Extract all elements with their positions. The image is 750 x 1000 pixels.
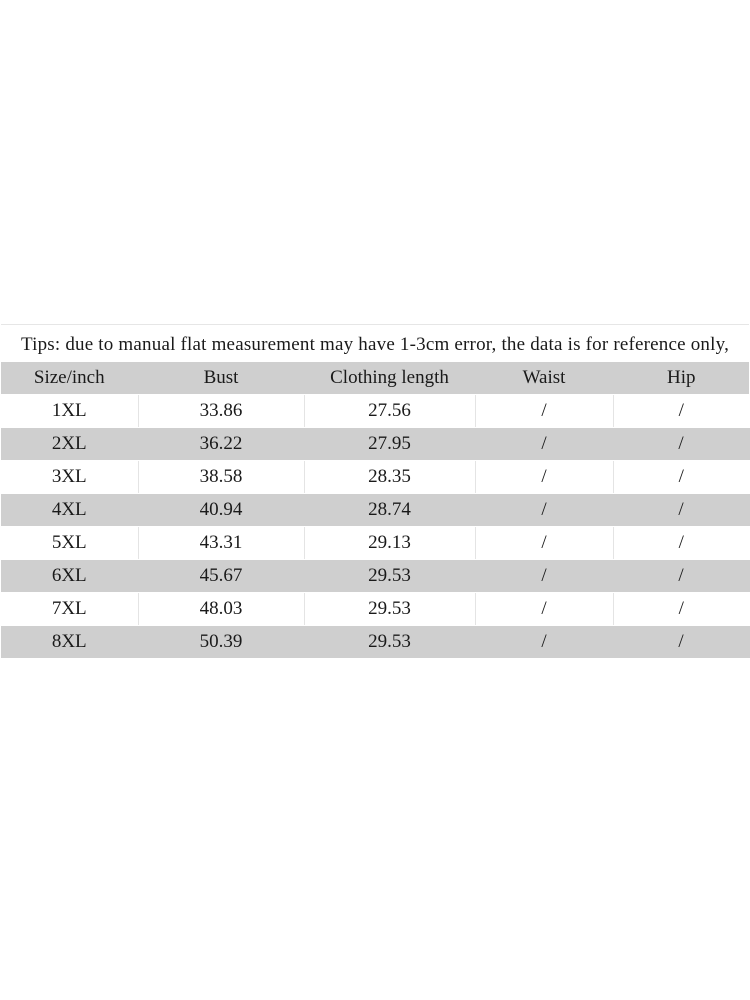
cell-size: 8XL — [1, 626, 138, 659]
table-row — [1, 593, 749, 626]
cell-clothing-length: 29.53 — [304, 560, 475, 593]
cell-size: 5XL — [1, 527, 138, 560]
table-row — [1, 527, 749, 560]
table-row — [1, 395, 749, 428]
cell-waist: / — [475, 626, 613, 659]
cell-size: 3XL — [1, 461, 138, 494]
cell-hip: / — [613, 428, 749, 461]
cell-size: 4XL — [1, 494, 138, 527]
header-row — [1, 362, 749, 395]
header-size: Size/inch — [1, 362, 138, 395]
cell-hip: / — [613, 461, 749, 494]
table-row — [1, 428, 749, 461]
cell-clothing-length: 28.35 — [304, 461, 475, 494]
cell-bust: 33.86 — [138, 395, 304, 428]
cell-hip: / — [613, 560, 749, 593]
header-bust: Bust — [138, 362, 304, 395]
cell-hip: / — [613, 494, 749, 527]
header-clothing-length: Clothing length — [304, 362, 475, 395]
cell-bust: 43.31 — [138, 527, 304, 560]
cell-waist: / — [475, 527, 613, 560]
cell-waist: / — [475, 560, 613, 593]
header-hip: Hip — [613, 362, 749, 395]
cell-waist: / — [475, 395, 613, 428]
table-row — [1, 461, 749, 494]
cell-hip: / — [613, 395, 749, 428]
cell-clothing-length: 29.53 — [304, 626, 475, 659]
cell-clothing-length: 29.13 — [304, 527, 475, 560]
cell-clothing-length: 29.53 — [304, 593, 475, 626]
cell-hip: / — [613, 527, 749, 560]
size-table — [1, 362, 750, 659]
cell-bust: 38.58 — [138, 461, 304, 494]
cell-waist: / — [475, 428, 613, 461]
measurement-tips: Tips: due to manual flat measurement may have 1-3cm error, the data is for reference only, — [20, 334, 730, 355]
cell-clothing-length: 27.56 — [304, 395, 475, 428]
table-row — [1, 626, 749, 659]
cell-clothing-length: 27.95 — [304, 428, 475, 461]
cell-size: 7XL — [1, 593, 138, 626]
cell-bust: 40.94 — [138, 494, 304, 527]
cell-bust: 36.22 — [138, 428, 304, 461]
cell-hip: / — [613, 593, 749, 626]
cell-bust: 45.67 — [138, 560, 304, 593]
cell-size: 2XL — [1, 428, 138, 461]
table-row — [1, 560, 749, 593]
cell-waist: / — [475, 494, 613, 527]
header-waist: Waist — [475, 362, 613, 395]
size-chart — [1, 324, 749, 659]
table-row — [1, 494, 749, 527]
cell-size: 6XL — [1, 560, 138, 593]
cell-size: 1XL — [1, 395, 138, 428]
cell-bust: 50.39 — [138, 626, 304, 659]
cell-waist: / — [475, 461, 613, 494]
cell-hip: / — [613, 626, 749, 659]
cell-bust: 48.03 — [138, 593, 304, 626]
cell-waist: / — [475, 593, 613, 626]
cell-clothing-length: 28.74 — [304, 494, 475, 527]
